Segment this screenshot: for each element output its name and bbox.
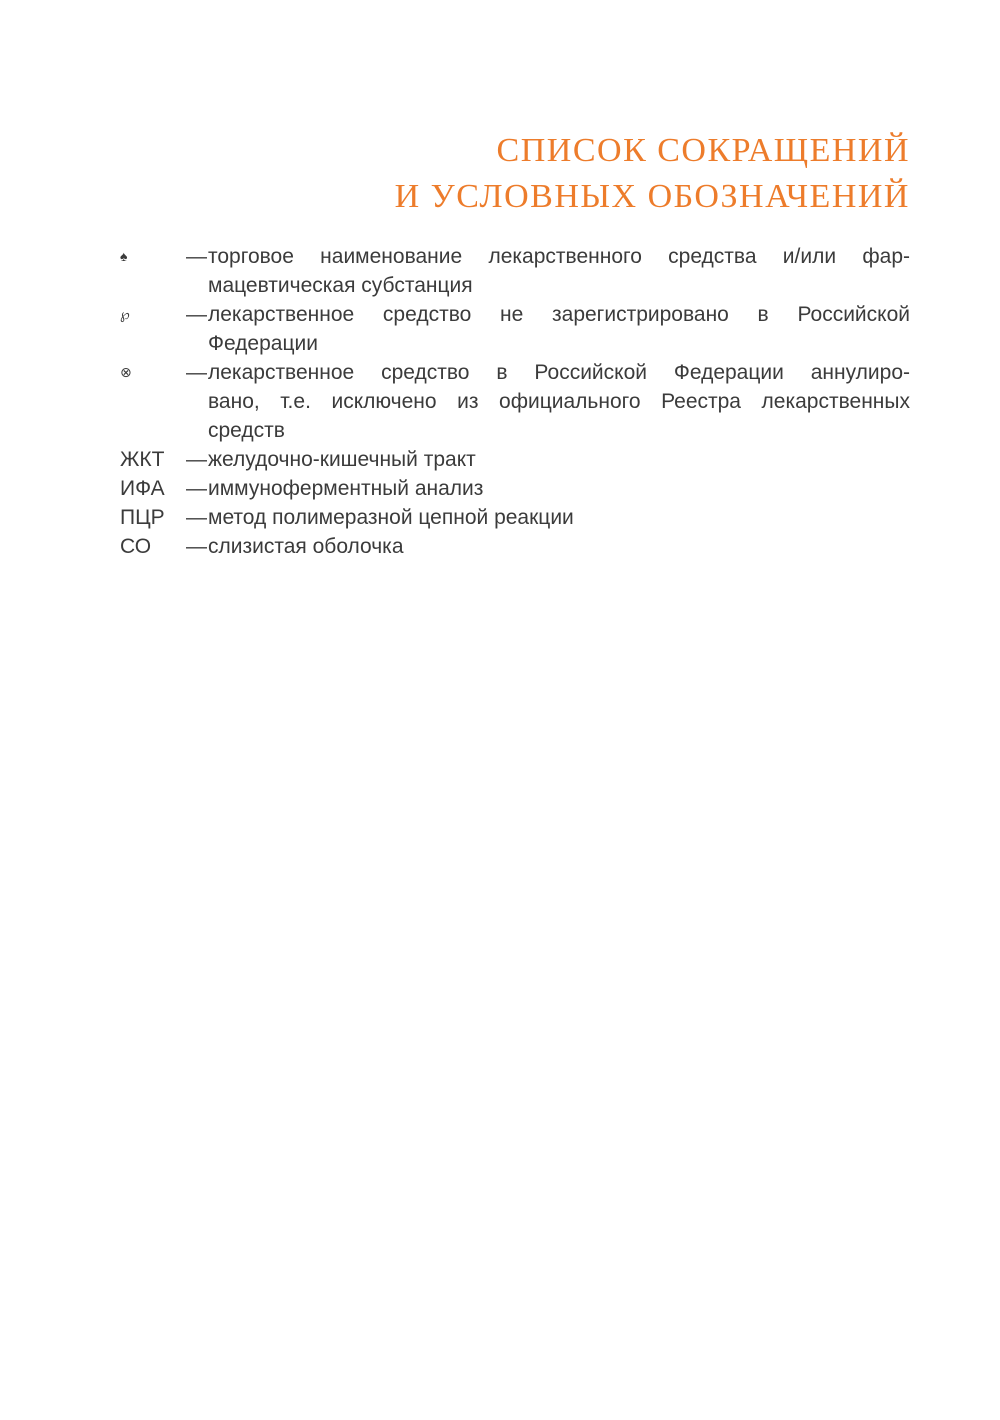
abbreviation-definition	[208, 474, 910, 503]
dash-separator: —	[186, 303, 207, 326]
definition-line: мацевтическая субстанция	[208, 274, 473, 297]
abbreviation-term: ПЦР	[120, 506, 165, 529]
page-title-line-2: И УСЛОВНЫХ ОБОЗНАЧЕНИЙ	[394, 178, 910, 215]
abbreviation-term	[120, 242, 186, 276]
dash-separator: —	[186, 245, 207, 268]
dash-separator: —	[186, 535, 207, 558]
list-item	[120, 242, 910, 300]
definition-line: желудочно-кишечный тракт	[208, 448, 476, 471]
definition-line: иммуноферментный анализ	[208, 477, 484, 500]
list-item	[120, 532, 910, 561]
abbreviation-term: ЖКТ	[120, 448, 165, 471]
definition-line: вано, т.е. исключено из официального Реестра лекарственных	[208, 390, 910, 413]
definition-line: торговое наименование лекарственного средства и/или фар-	[208, 245, 910, 268]
not-registered-symbol: ℘	[120, 306, 130, 322]
abbreviation-definition	[208, 300, 910, 358]
dash-separator: —	[186, 506, 207, 529]
abbreviation-definition	[208, 445, 910, 474]
list-item	[120, 300, 910, 358]
abbreviation-definition	[208, 242, 910, 300]
page-title	[120, 128, 910, 220]
list-item	[120, 358, 910, 445]
definition-line: лекарственное средство в Российской Федерации аннулиро-	[208, 361, 910, 384]
abbreviation-definition	[208, 358, 910, 445]
list-item	[120, 474, 910, 503]
abbreviation-term	[120, 300, 186, 334]
definition-line: средств	[208, 419, 285, 442]
list-item	[120, 445, 910, 474]
annulled-symbol: ⊗	[120, 364, 132, 380]
abbreviation-term	[120, 358, 186, 392]
abbreviation-definition	[208, 532, 910, 561]
dash-separator: —	[186, 361, 207, 384]
abbreviation-term: СО	[120, 535, 152, 558]
definition-line: метод полимеразной цепной реакции	[208, 506, 574, 529]
abbreviation-list	[120, 242, 910, 561]
page-title-line-1: СПИСОК СОКРАЩЕНИЙ	[496, 132, 910, 169]
abbreviation-term: ИФА	[120, 477, 165, 500]
dash-separator: —	[186, 477, 207, 500]
abbreviation-definition	[208, 503, 910, 532]
definition-line: лекарственное средство не зарегистрировано в Российской	[208, 303, 910, 326]
text-block	[120, 0, 910, 561]
definition-line: Федерации	[208, 332, 318, 355]
trade-name-symbol: ♠	[120, 248, 128, 264]
list-item	[120, 503, 910, 532]
definition-line: слизистая оболочка	[208, 535, 404, 558]
dash-separator: —	[186, 448, 207, 471]
